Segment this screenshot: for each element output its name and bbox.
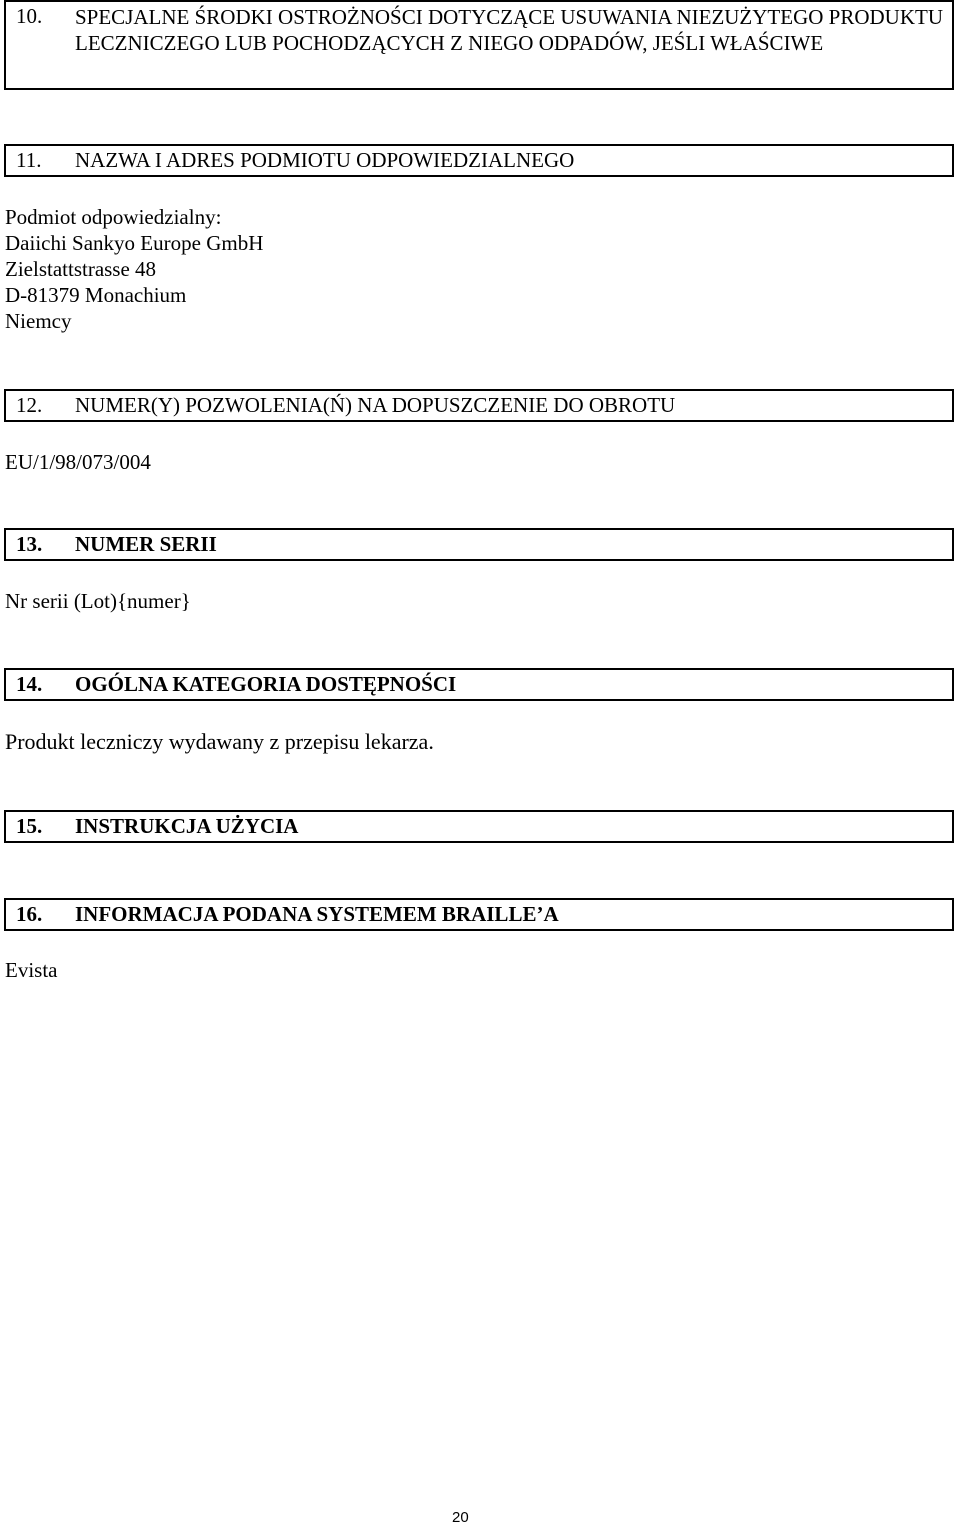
holder-city: D-81379 Monachium (5, 283, 187, 307)
section-10-title: SPECJALNE ŚRODKI OSTROŻNOŚCI DOTYCZĄCE USUWANIA NIEZUŻYTEGO PRODUKTU LECZNICZEGO LUB POCHODZĄCYCH Z NIEGO ODPADÓW, JEŚLI WŁAŚCIWE (75, 5, 944, 55)
page-number: 20 (452, 1509, 469, 1526)
holder-label: Podmiot odpowiedzialny: (5, 205, 222, 229)
section-13-number: 13. (16, 532, 43, 556)
section-10-number: 10. (16, 4, 43, 28)
braille-text: Evista (5, 958, 58, 982)
holder-company: Daiichi Sankyo Europe GmbH (5, 231, 264, 255)
section-11-number: 11. (16, 148, 42, 172)
section-13-title: NUMER SERII (75, 532, 217, 556)
holder-street: Zielstattstrasse 48 (5, 257, 157, 281)
section-11-title: NAZWA I ADRES PODMIOTU ODPOWIEDZIALNEGO (75, 148, 575, 172)
section-14-number: 14. (16, 672, 43, 696)
authorisation-number: EU/1/98/073/004 (5, 450, 151, 474)
section-12-number: 12. (16, 393, 43, 417)
holder-country: Niemcy (5, 309, 72, 333)
section-16-number: 16. (16, 902, 43, 926)
section-10-header (4, 0, 954, 90)
section-12-title: NUMER(Y) POZWOLENIA(Ń) NA DOPUSZCZENIE DO OBROTU (75, 393, 676, 417)
section-15-header (4, 810, 954, 843)
batch-number-text: Nr serii (Lot){numer} (5, 589, 191, 613)
section-16-header (4, 898, 954, 931)
section-13-header (4, 528, 954, 561)
section-12-header (4, 389, 954, 422)
section-11-header (4, 144, 954, 177)
section-15-number: 15. (16, 814, 43, 838)
section-14-title: OGÓLNA KATEGORIA DOSTĘPNOŚCI (75, 672, 457, 696)
availability-text: Produkt leczniczy wydawany z przepisu lekarza. (5, 729, 434, 754)
section-14-header (4, 668, 954, 701)
section-16-title: INFORMACJA PODANA SYSTEMEM BRAILLE’A (75, 902, 559, 926)
section-15-title: INSTRUKCJA UŻYCIA (75, 814, 299, 838)
